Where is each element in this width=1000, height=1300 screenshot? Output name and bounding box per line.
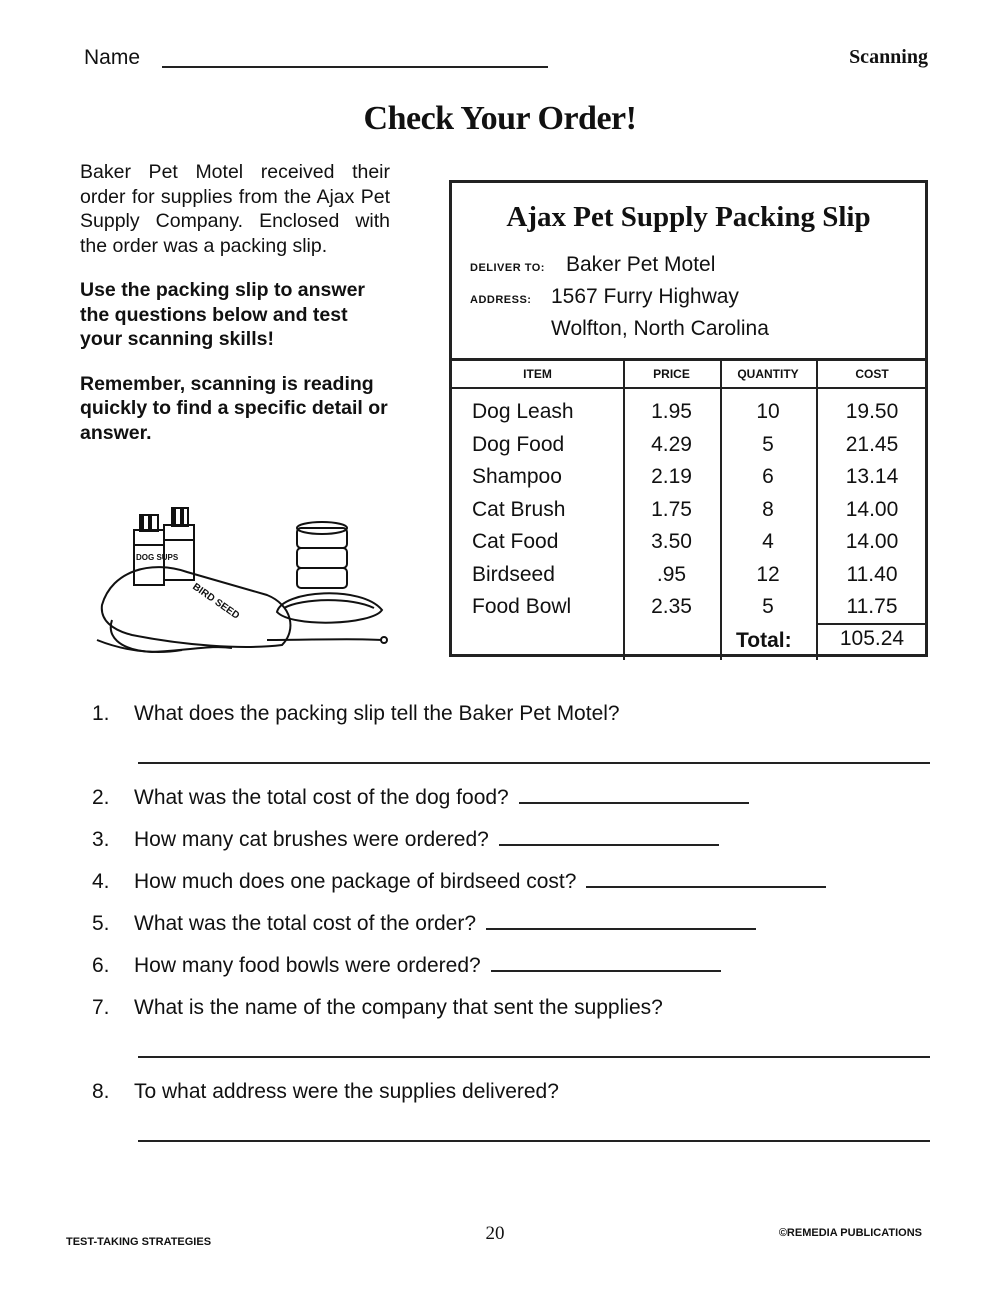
table-cell-price: 3.50 (651, 530, 692, 553)
table-cell-price: 1.75 (651, 497, 692, 521)
question-8: 8. To what address were the supplies delivered? (92, 1080, 559, 1103)
question-text: What was the total cost of the order? (134, 912, 477, 935)
table-cell-cost: 14.00 (845, 530, 899, 553)
slip-title: Ajax Pet Supply Packing Slip (506, 201, 871, 233)
table-cell-quantity: 4 (762, 530, 774, 553)
table-cell-cost: 21.45 (845, 432, 899, 456)
question-2: 2. What was the total cost of the dog food? (92, 786, 749, 810)
question-text: How much does one package of birdseed cost? (134, 870, 577, 893)
question-5: 5. What was the total cost of the order? (92, 912, 756, 936)
table-cell-cost: 11.75 (846, 595, 898, 618)
column-header-cost: COST (855, 367, 889, 381)
answer-line-8[interactable] (138, 1140, 930, 1142)
page-title: Check Your Order! (363, 100, 637, 137)
table-cell-quantity: 5 (762, 595, 774, 618)
name-answer-line[interactable] (162, 66, 548, 68)
deliver-to-value: Baker Pet Motel (566, 253, 716, 276)
answer-line-2[interactable] (519, 802, 749, 804)
question-6: 6. How many food bowls were ordered? (92, 954, 721, 978)
table-cell-price: 1.95 (651, 400, 692, 423)
question-text: What does the packing slip tell the Baker Pet Motel? (134, 702, 620, 725)
question-text: To what address were the supplies delivered? (134, 1080, 559, 1103)
question-text: What is the name of the company that sent the supplies? (134, 996, 663, 1019)
bird-seed-label: BIRD SEED (190, 581, 242, 622)
table-cell-quantity: 12 (756, 562, 780, 586)
instructions-paragraph: Use the packing slip to answer the questions below and test your scanning skills! (80, 279, 365, 350)
table-cell-item: Cat Brush (472, 497, 566, 521)
column-header-price: PRICE (653, 367, 690, 381)
question-4: 4. How much does one package of birdseed cost? (92, 870, 826, 894)
column-header-quantity: QUANTITY (737, 367, 799, 381)
question-text: What was the total cost of the dog food? (134, 786, 509, 809)
footer-publisher: ©REMEDIA PUBLICATIONS (778, 1227, 922, 1239)
table-cell-cost: 14.00 (845, 497, 899, 521)
topic-label: Scanning (849, 46, 928, 68)
footer-series: TEST-TAKING STRATEGIES (66, 1236, 212, 1248)
table-cell-item: Dog Leash (472, 400, 574, 423)
table-cell-quantity: 10 (756, 400, 780, 423)
address-line-2: Wolfton, North Carolina (551, 317, 769, 340)
total-value: 105.24 (839, 627, 905, 650)
question-text: How many cat brushes were ordered? (134, 828, 489, 851)
answer-line-4[interactable] (586, 886, 826, 888)
table-cell-price: 2.19 (651, 465, 692, 488)
table-cell-quantity: 6 (762, 465, 774, 488)
table-cell-quantity: 5 (762, 432, 774, 456)
question-text: How many food bowls were ordered? (134, 954, 481, 977)
scanning-definition: Remember, scanning is reading quickly to find a specific detail or answer. (80, 372, 388, 444)
table-cell-item: Shampoo (472, 465, 562, 488)
packing-slip (449, 180, 928, 657)
question-3: 3. How many cat brushes were ordered? (92, 828, 719, 852)
dog-sups-label: DOG SUPS (136, 553, 179, 562)
table-cell-cost: 19.50 (845, 400, 899, 423)
question-7: 7. What is the name of the company that sent the supplies? (92, 996, 663, 1019)
table-cell-price: 4.29 (651, 432, 692, 456)
table-cell-price: 2.35 (651, 595, 692, 618)
table-cell-quantity: 8 (762, 497, 774, 521)
address-label: ADDRESS: (470, 294, 532, 306)
total-label: Total: (736, 629, 792, 652)
table-cell-item: Cat Food (472, 530, 559, 553)
intro-paragraph: Baker Pet Motel received their order for supplies from the Ajax Pet Supply Company. Enclosed with the order was a packing slip. (80, 161, 390, 257)
table-cell-item: Birdseed (472, 562, 555, 586)
column-header-item: ITEM (523, 367, 552, 381)
table-cell-cost: 11.40 (846, 562, 898, 586)
answer-line-7[interactable] (138, 1056, 930, 1058)
answer-line-3[interactable] (499, 844, 719, 846)
deliver-to-label: DELIVER TO: (470, 262, 545, 274)
question-1: 1. What does the packing slip tell the Baker Pet Motel? (92, 702, 620, 725)
packing-slip-table (452, 358, 925, 660)
table-cell-item: Food Bowl (472, 595, 572, 618)
answer-line-6[interactable] (491, 970, 721, 972)
name-label: Name (84, 46, 141, 69)
intro-text (80, 160, 390, 465)
address-line-1: 1567 Furry Highway (551, 285, 739, 308)
page-number: 20 (485, 1223, 505, 1244)
answer-line-5[interactable] (486, 928, 756, 930)
table-cell-cost: 13.14 (845, 465, 899, 488)
table-cell-item: Dog Food (472, 432, 565, 456)
answer-line-1[interactable] (138, 762, 930, 764)
pet-supplies-illustration (92, 500, 392, 660)
table-cell-price: .95 (656, 562, 687, 586)
